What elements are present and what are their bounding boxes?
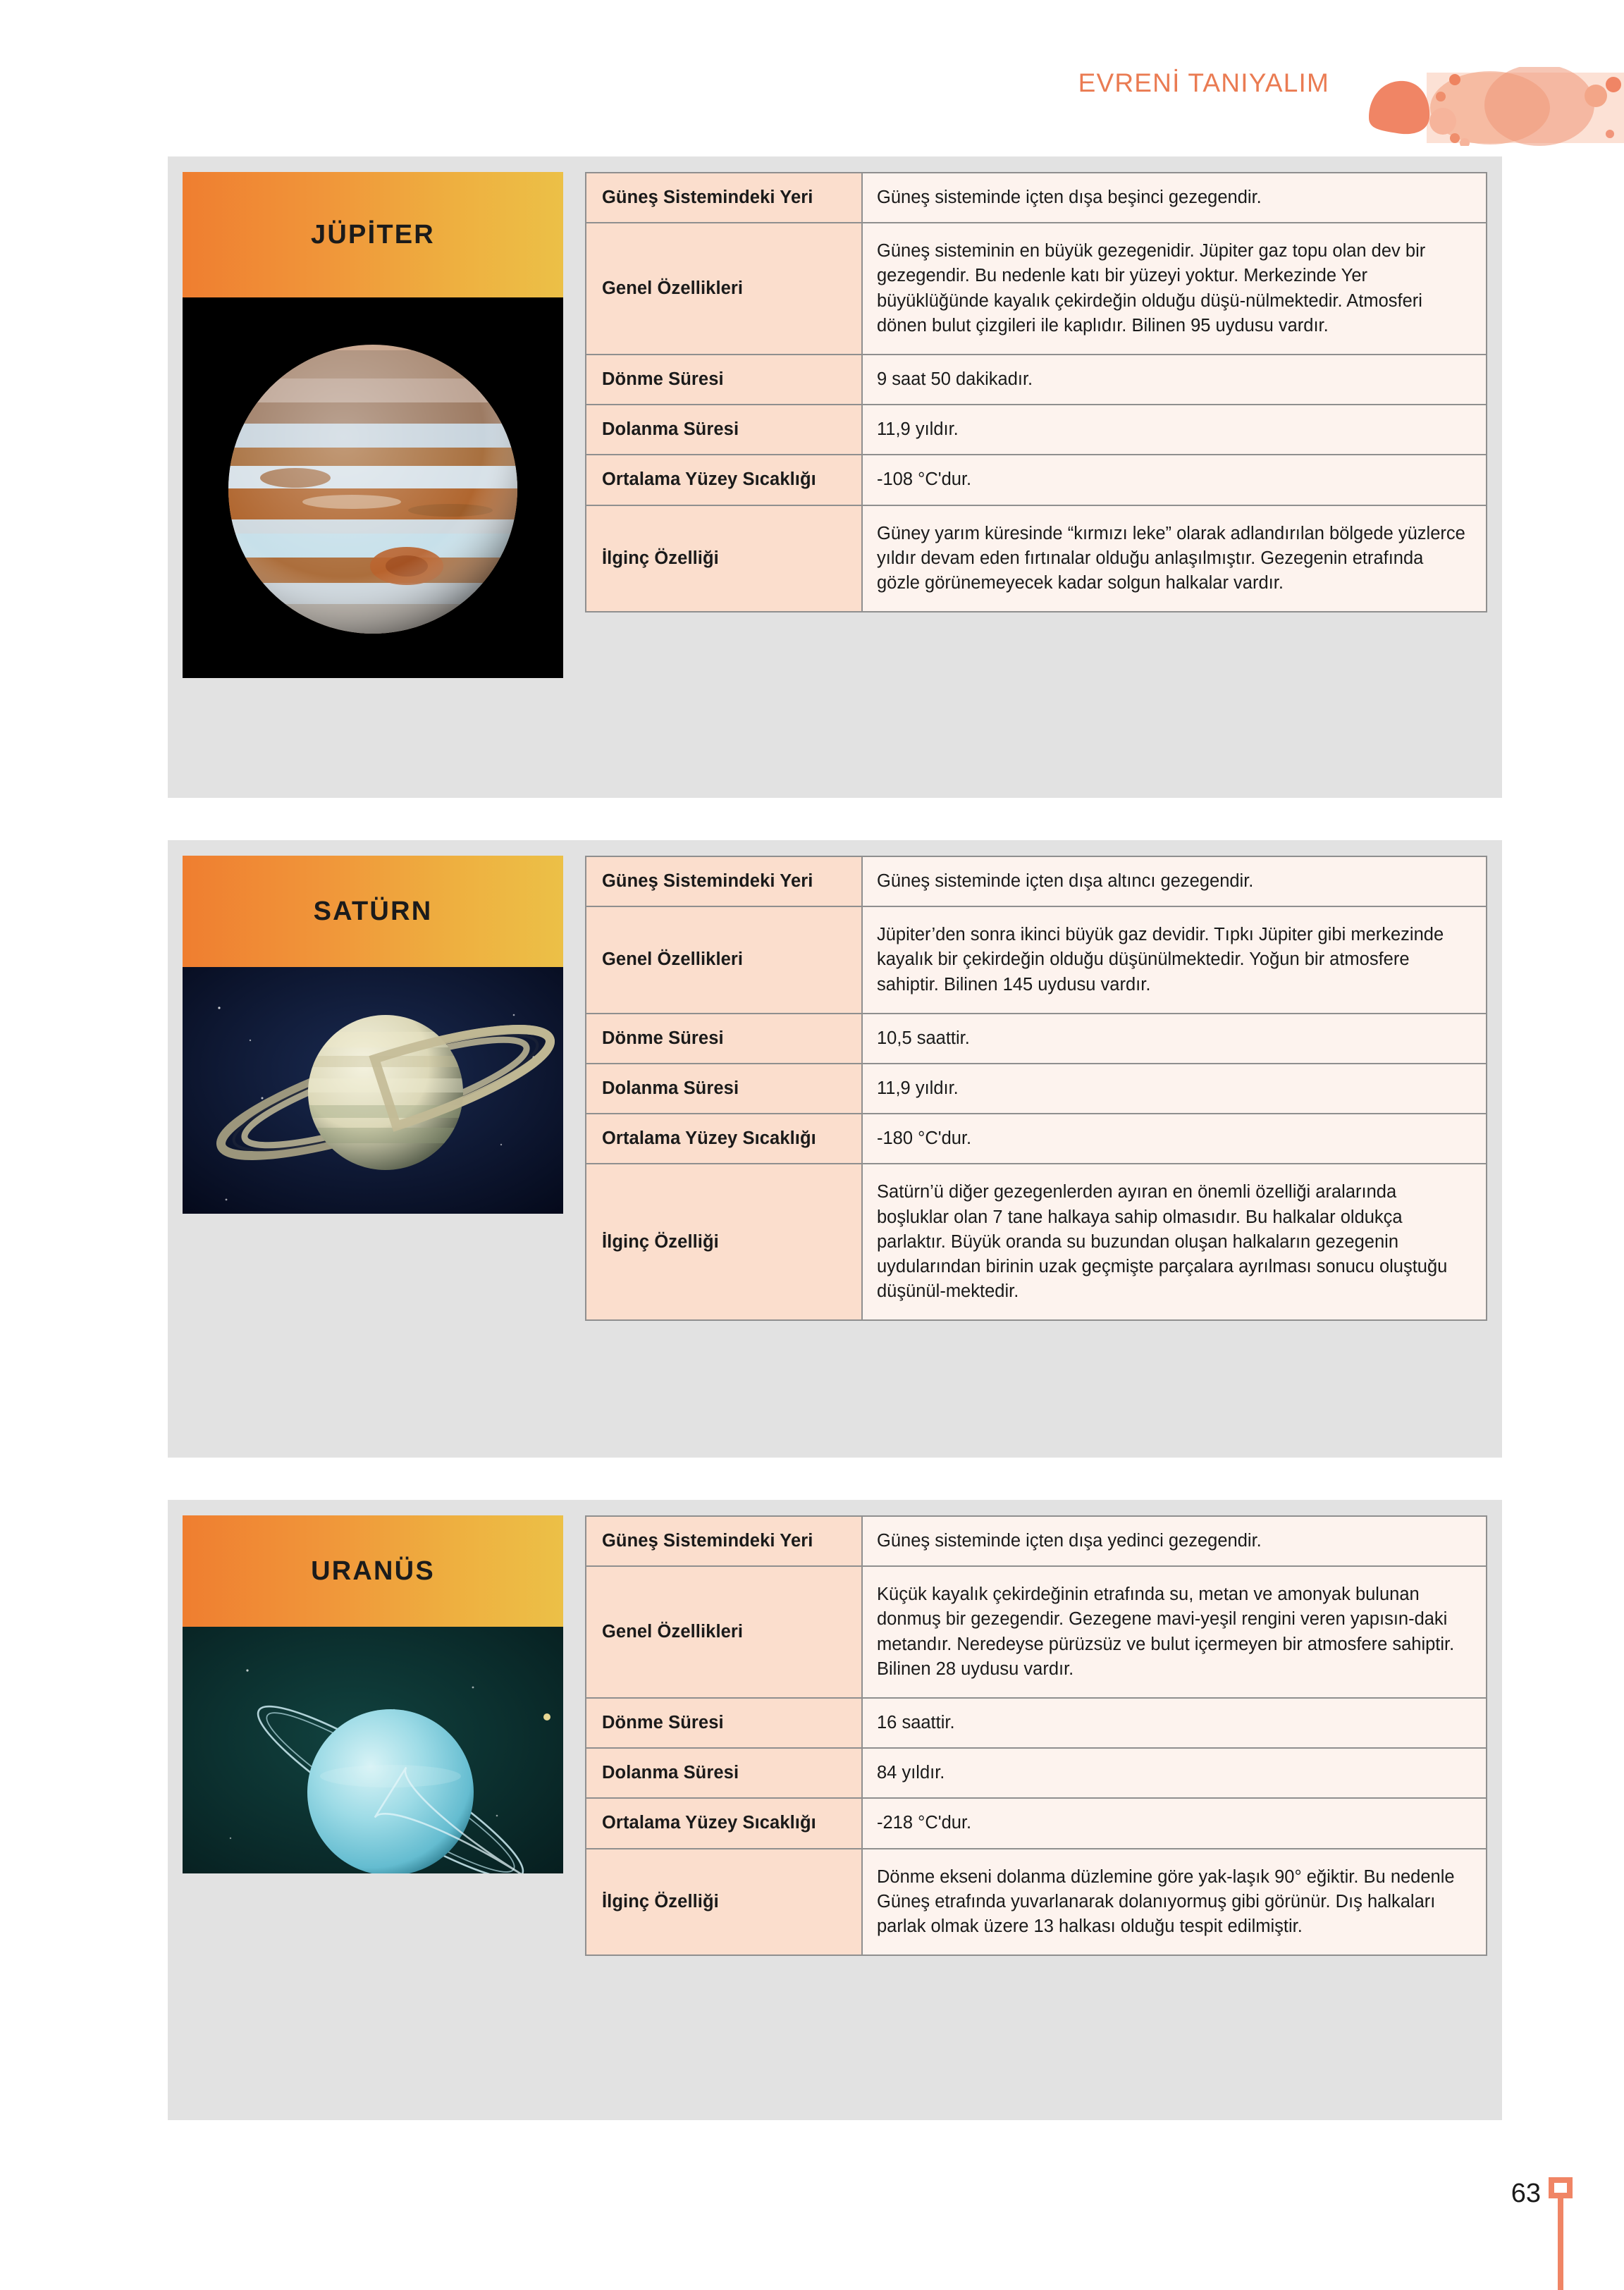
page-footer	[1398, 2142, 1624, 2290]
row-value: Dönme ekseni dolanma düzlemine göre yak-laşık 90° eğiktir. Bu nedenle Güneş etrafında yuvarlanarak dolanıyormuş gibi görünür. Dış halkaları parlak olmak üzere 13 halkası olduğu tespit edilmiştir.	[862, 1849, 1487, 1956]
planet-info-table-uranus	[585, 1515, 1487, 1956]
planet-name-label: URANÜS	[311, 1556, 435, 1586]
uranus-photo	[183, 1627, 563, 1873]
page-header	[0, 0, 1624, 148]
planet-panel-saturn	[168, 840, 1502, 1458]
planet-name-label: JÜPİTER	[311, 219, 435, 250]
page-title: EVRENİ TANIYALIM	[1078, 68, 1329, 97]
row-value: 9 saat 50 dakikadır.	[862, 355, 1487, 405]
table-row	[586, 1566, 1487, 1698]
row-label: Dönme Süresi	[586, 1014, 862, 1064]
header-decoration-icon	[1363, 67, 1624, 146]
page-marker-icon	[1549, 2177, 1573, 2290]
table-row	[586, 1164, 1487, 1320]
row-label: Ortalama Yüzey Sıcaklığı	[586, 455, 862, 505]
row-label: Genel Özellikleri	[586, 906, 862, 1014]
row-label: Ortalama Yüzey Sıcaklığı	[586, 1798, 862, 1848]
row-value: 16 saattir.	[862, 1698, 1487, 1748]
planet-left-column	[183, 1515, 563, 1873]
row-value: Güneş sisteminin en büyük gezegenidir. Jüpiter gaz topu olan dev bir gezegendir. Bu nedenle katı bir yüzeyi yoktur. Merkezinde Yer büyüklüğünde kayalık çekirdeğin olduğu düşü-nülmektedir. Atmosferi dönen bulut çizgileri ile kaplıdır. Bilinen 95 uydusu vardır.	[862, 223, 1487, 355]
row-label: Dolanma Süresi	[586, 405, 862, 455]
row-label: Dönme Süresi	[586, 355, 862, 405]
row-value: Güneş sisteminde içten dışa beşinci gezegendir.	[862, 173, 1487, 223]
pin-head	[1549, 2177, 1573, 2198]
table-row	[586, 1849, 1487, 1956]
page-number: 63	[1511, 2179, 1541, 2208]
row-label: Güneş Sistemindeki Yeri	[586, 856, 862, 906]
row-label: Güneş Sistemindeki Yeri	[586, 1516, 862, 1566]
table-row	[586, 405, 1487, 455]
planet-panel-jupiter	[168, 156, 1502, 798]
row-value: Küçük kayalık çekirdeğinin etrafında su, metan ve amonyak bulunan donmuş bir gezegendir. Gezegene mavi-yeşil rengini veren yapısın-daki metandır. Neredeyse pürüzsüz ve bulut içermeyen bir atmosfere sahiptir. Bilinen 28 uydusu vardır.	[862, 1566, 1487, 1698]
table-row	[586, 355, 1487, 405]
row-value: Güneş sisteminde içten dışa altıncı gezegendir.	[862, 856, 1487, 906]
row-label: Ortalama Yüzey Sıcaklığı	[586, 1114, 862, 1164]
row-value: Güneş sisteminde içten dışa yedinci gezegendir.	[862, 1516, 1487, 1566]
row-value: -108 °C'dur.	[862, 455, 1487, 505]
table-row	[586, 1516, 1487, 1566]
row-label: Dönme Süresi	[586, 1698, 862, 1748]
row-label: Genel Özellikleri	[586, 223, 862, 355]
planet-name-label: SATÜRN	[313, 896, 433, 926]
table-row	[586, 505, 1487, 612]
row-value: 11,9 yıldır.	[862, 405, 1487, 455]
table-row	[586, 173, 1487, 223]
pin-stem	[1558, 2187, 1563, 2290]
saturn-photo	[183, 967, 563, 1214]
planet-left-column	[183, 856, 563, 1214]
row-label: Dolanma Süresi	[586, 1064, 862, 1114]
table-row	[586, 856, 1487, 906]
row-label: Genel Özellikleri	[586, 1566, 862, 1698]
table-row	[586, 1698, 1487, 1748]
table-row	[586, 1014, 1487, 1064]
row-label: Güneş Sistemindeki Yeri	[586, 173, 862, 223]
planet-info-table-jupiter	[585, 172, 1487, 612]
row-label: Dolanma Süresi	[586, 1748, 862, 1798]
row-label: İlginç Özelliği	[586, 1849, 862, 1956]
table-row	[586, 1748, 1487, 1798]
table-row	[586, 223, 1487, 355]
row-value: -180 °C'dur.	[862, 1114, 1487, 1164]
table-row	[586, 1798, 1487, 1848]
planet-name-banner	[183, 856, 563, 967]
row-value: 84 yıldır.	[862, 1748, 1487, 1798]
planet-panel-uranus	[168, 1500, 1502, 2120]
jupiter-photo	[183, 297, 563, 678]
row-value: 11,9 yıldır.	[862, 1064, 1487, 1114]
row-value: -218 °C'dur.	[862, 1798, 1487, 1848]
row-value: Güney yarım küresinde “kırmızı leke” olarak adlandırılan bölgede yüzlerce yıldır devam eden fırtınalar olduğu anlaşılmıştır. Gezegenin etrafında gözle görünemeyecek kadar solgun halkalar vardır.	[862, 505, 1487, 612]
table-row	[586, 455, 1487, 505]
planet-name-banner	[183, 1515, 563, 1627]
table-row	[586, 1114, 1487, 1164]
row-label: İlginç Özelliği	[586, 505, 862, 612]
planet-info-table-saturn	[585, 856, 1487, 1321]
row-value: Jüpiter’den sonra ikinci büyük gaz devidir. Tıpkı Jüpiter gibi merkezinde kayalık bir çekirdeğin olduğu düşünülmektedir. Yoğun bir atmosfere sahiptir. Bilinen 145 uydusu vardır.	[862, 906, 1487, 1014]
row-label: İlginç Özelliği	[586, 1164, 862, 1320]
table-row	[586, 906, 1487, 1014]
planet-name-banner	[183, 172, 563, 297]
row-value: 10,5 saattir.	[862, 1014, 1487, 1064]
row-value: Satürn’ü diğer gezegenlerden ayıran en önemli özelliği aralarında boşluklar olan 7 tane halkaya sahip olmasıdır. Bu halkalar oldukça parlaktır. Büyük oranda su buzundan oluşan halkaların gezegenin uydularından birinin uzak geçmişte parçalara ayrılması sonucu oluştuğu düşünül-mektedir.	[862, 1164, 1487, 1320]
planet-left-column	[183, 172, 563, 678]
table-row	[586, 1064, 1487, 1114]
